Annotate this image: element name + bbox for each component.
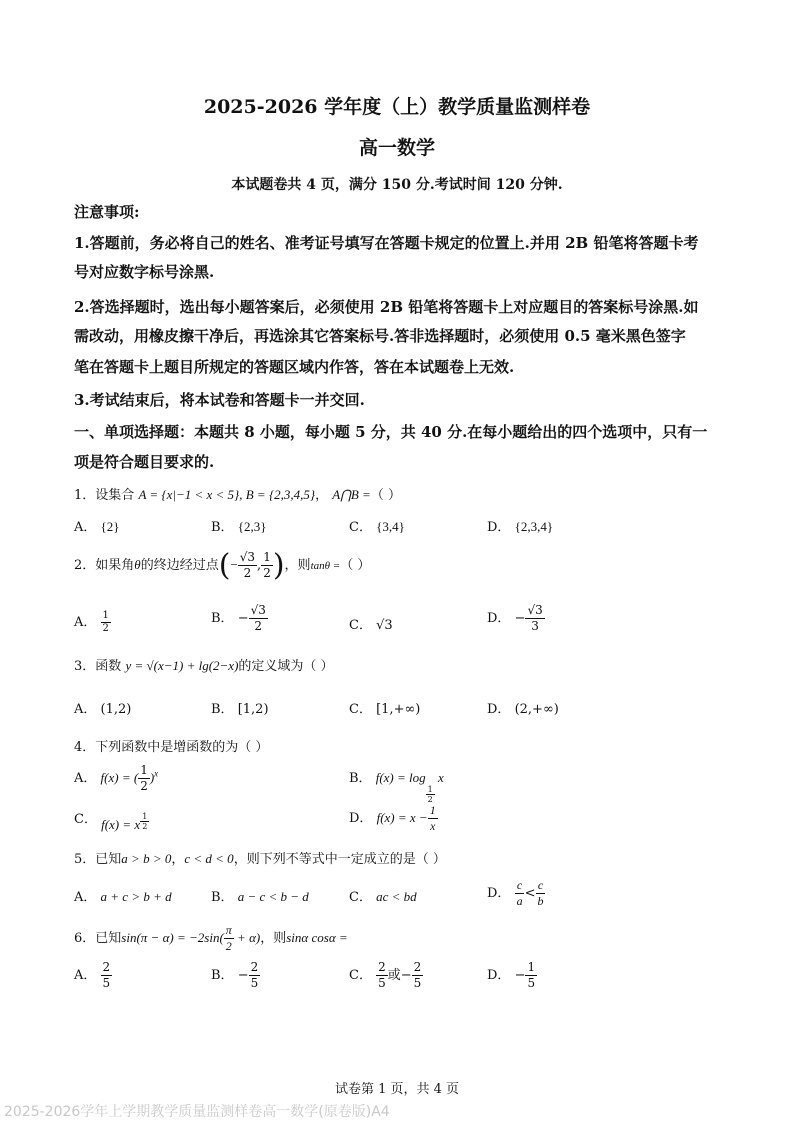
question-1: 1．设集合 A = {x|−1 < x < 5}, B = {2,3,4,5}， A⋂B =（ ） [74,487,401,503]
subject-title: 高一数学 [358,137,435,159]
question-4: 4．下列函数中是增函数的为（ ） [74,740,269,755]
q2-option-a[interactable]: A． $\frac{1}{2}$ [74,610,109,634]
q1-option-c[interactable]: C． {3,4} [349,519,405,535]
q6-option-d[interactable]: D． − $\frac{1}{5}$ [487,960,536,990]
q2-option-c[interactable]: C． √3 [349,618,393,633]
q3-option-a[interactable]: A． (1,2) [74,702,132,717]
q3-option-c[interactable]: C． [1,+∞) [349,702,421,717]
page-footer: 试卷第 1 页，共 4 页 [334,1082,460,1097]
q5-option-d[interactable]: D． $\frac{c}{a}$ < $\frac{c}{b}$ [487,878,544,908]
notice-item-1-line-1: 1.答题前，务必将自己的姓名、准考证号填写在答题卡规定的位置上.并用 2B 铅笔将答题卡考 [74,234,699,252]
exam-info: 本试题卷共 4 页，满分 150 分.考试时间 120 分钟. [231,177,563,193]
q6-option-a[interactable]: A． $\frac{2}{5}$ [74,960,111,990]
q2-option-d[interactable]: D． − $\frac{√3}{3}$ [487,603,543,633]
section-1-line-1: 一、单项选择题：本题共 8 小题，每小题 5 分，共 40 分.在每小题给出的四个选项中，只有一 [74,423,708,441]
q6-option-c[interactable]: C． $\frac{2}{5}$ 或− $\frac{2}{5}$ [349,960,422,990]
notice-item-1-line-2: 号对应数字标号涂黑. [74,263,215,281]
section-1-line-2: 项是符合题目要求的. [74,453,215,471]
q4-option-a[interactable]: A． f(x) = ( $\frac{1}{2}$ )$^x$ [74,763,159,793]
notice-item-3: 3.考试结束后，将本试卷和答题卡一并交回. [74,391,365,409]
question-3: 3．函数 y = √(x−1) + lg(2−x)的定义域为（ ） [74,658,334,674]
question-6: 6．已知sin(π − α) = −2sin( $\frac{\pi}{2}$ + α)，则sinα cosα = [74,923,348,953]
q5-option-c[interactable]: C． ac < bd [349,889,417,905]
q1-option-a[interactable]: A． {2} [74,519,120,535]
q4-option-d[interactable]: D． f(x) = x − $\frac{1}{x}$ [349,803,436,833]
fraction: $\frac{√3}{2}$ [239,550,256,580]
intersection-expr: A⋂B = [332,487,371,502]
function-expr: y = √(x−1) + lg(2−x) [125,658,239,673]
question-5: 5．已知a > b > 0，c < d < 0，则下列不等式中一定成立的是（ ） [74,851,446,867]
watermark: 2025-2026学年上学期教学质量监测样卷高一数学(原卷版)A4 [4,1104,390,1120]
q5-option-b[interactable]: B． a − c < b − d [211,889,309,905]
q4-option-b[interactable]: B． f(x) = log $\frac{1}{2}$ x [349,770,444,804]
q2-option-b[interactable]: B． − $\frac{√3}{2}$ [211,603,266,633]
notice-item-2-line-1: 2.答选择题时，选出每小题答案后，必须使用 2B 铅笔将答题卡上对应题目的答案标号涂黑.如 [74,298,699,316]
notice-heading: 注意事项: [74,203,140,221]
notice-item-2-line-2: 需改动，用橡皮擦干净后，再选涂其它答案标号.答非选择题时，必须使用 0.5 毫米黑色签字 [74,327,686,345]
exam-title: 2025-2026 学年度（上）教学质量监测样卷 [203,96,591,118]
notice-item-2-line-3: 笔在答题卡上题目所规定的答题区域内作答，答在本试题卷上无效. [74,358,515,376]
q1-option-b[interactable]: B． {2,3} [211,519,267,535]
fraction: $\frac{1}{2}$ [263,550,271,580]
set-definition: A = {x|−1 < x < 5}, B = {2,3,4,5} [138,487,316,502]
q1-option-d[interactable]: D． {2,3,4} [487,519,554,535]
q5-option-a[interactable]: A． a + c > b + d [74,889,172,905]
question-number: 1． [74,488,96,503]
q4-option-c[interactable]: C． f(x) = x $\frac{1}{2}$ [74,812,148,832]
question-2: 2．如果角θ的终边经过点(− $\frac{√3}{2}$ , $\frac{1}{2}$ )，则tanθ =（ ） [74,548,371,583]
q3-option-b[interactable]: B． [1,2) [211,702,269,717]
q3-option-d[interactable]: D． (2,+∞) [487,702,559,717]
q6-option-b[interactable]: B． − $\frac{2}{5}$ [211,960,259,990]
